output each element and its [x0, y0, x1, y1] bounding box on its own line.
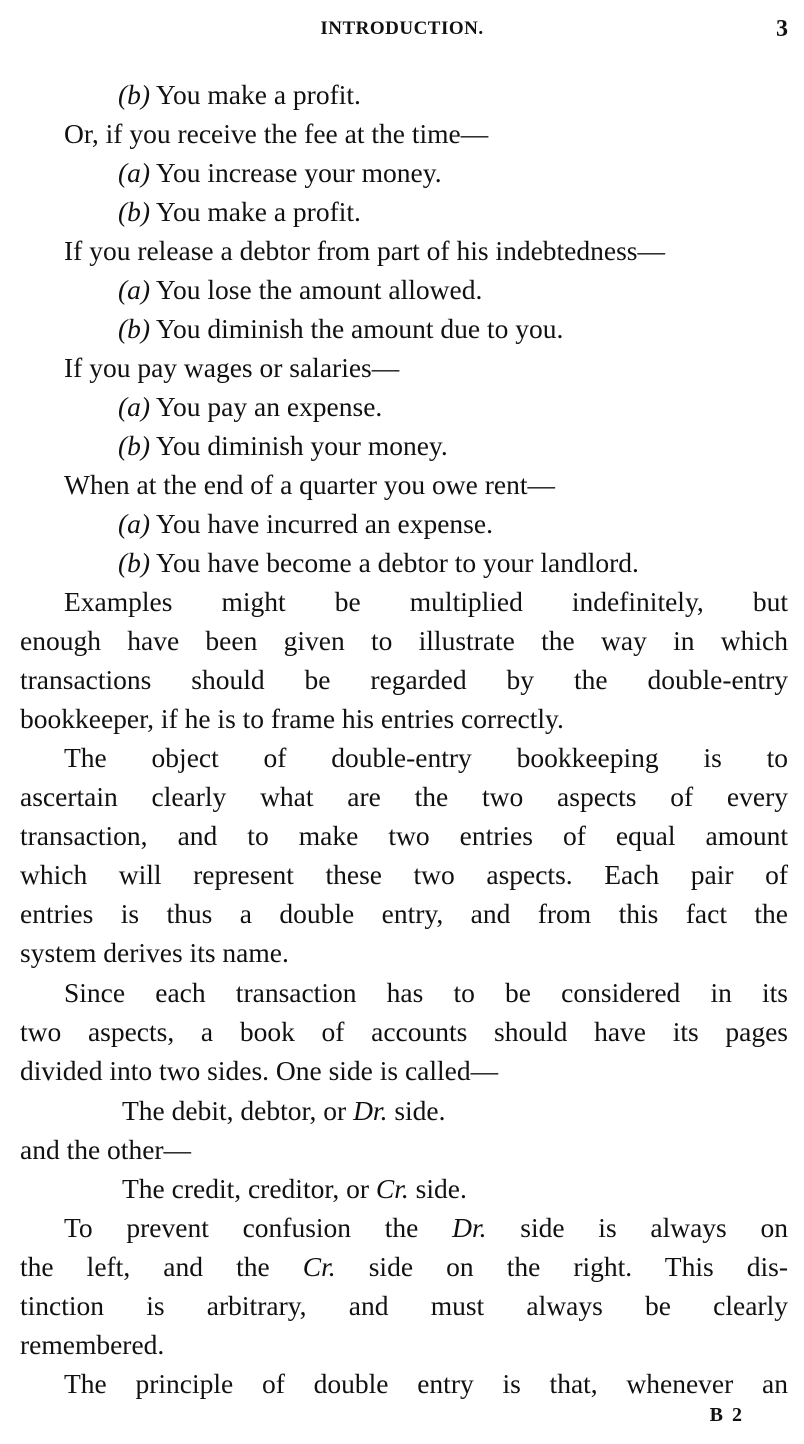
paragraph-line — [20, 1248, 788, 1286]
item-label: (b) — [118, 547, 151, 578]
item-text: You increase your money. — [150, 157, 442, 188]
paragraph-line: ascertain clearly what are the two aspects of every — [20, 781, 788, 812]
list-heading: Or, if you receive the fee at the time— — [64, 118, 489, 149]
signature-mark: B 2 — [709, 1404, 744, 1426]
paragraph-line: Examples might be multiplied indefinitely, but — [64, 586, 788, 617]
item-text: You diminish the amount due to you. — [150, 313, 564, 344]
paragraph-line: system derives its name. — [20, 937, 289, 968]
paragraph-line: remembered. — [20, 1329, 165, 1360]
paragraph-line — [64, 1209, 788, 1247]
paragraph-line: which will represent these two aspects. Each pair of — [20, 859, 788, 890]
item-text: You lose the amount allowed. — [150, 274, 483, 305]
item-label: (a) — [118, 274, 151, 305]
item-text: You have become a debtor to your landlord. — [150, 547, 639, 578]
item-text: You diminish your money. — [150, 430, 448, 461]
paragraph-line: two aspects, a book of accounts should have its pages — [20, 1016, 788, 1047]
item-label: (a) — [118, 508, 151, 539]
item-label: (b) — [118, 430, 151, 461]
text-segment: The debit, debtor, or — [122, 1095, 354, 1126]
cr-abbreviation: Cr. — [375, 1173, 409, 1204]
list-item — [118, 544, 639, 582]
list-heading: If you release a debtor from part of his indebtedness— — [64, 235, 665, 266]
page-number: 3 — [776, 16, 788, 42]
list-heading: When at the end of a quarter you owe rent— — [64, 469, 555, 500]
text-segment: side. — [387, 1095, 446, 1126]
paragraph-line: transactions should be regarded by the double-entry — [20, 664, 788, 695]
paragraph-line: The principle of double entry is that, whenever an — [64, 1368, 788, 1399]
paragraph-line: Since each transaction has to be considered in its — [64, 977, 788, 1008]
item-label: (b) — [118, 313, 151, 344]
debit-side-definition — [122, 1092, 446, 1130]
credit-side-definition — [122, 1170, 467, 1208]
paragraph-line: divided into two sides. One side is called— — [20, 1055, 499, 1086]
list-heading: If you pay wages or salaries— — [64, 352, 400, 383]
item-label: (b) — [118, 196, 151, 227]
paragraph-line: enough have been given to illustrate the way in which — [20, 625, 788, 656]
paragraph-line: bookkeeper, if he is to frame his entries correctly. — [20, 703, 564, 734]
dr-abbreviation: Dr. — [452, 1212, 487, 1243]
text-segment: To prevent confusion the — [64, 1212, 453, 1243]
item-label: (b) — [118, 79, 151, 110]
item-label: (a) — [118, 391, 151, 422]
item-text: You pay an expense. — [150, 391, 383, 422]
cr-abbreviation: Cr. — [302, 1251, 336, 1282]
text-segment: The credit, creditor, or — [122, 1173, 376, 1204]
running-head: INTRODUCTION. — [320, 18, 484, 39]
list-item — [118, 271, 482, 309]
item-text: You have incurred an expense. — [150, 508, 493, 539]
text-segment: side. — [408, 1173, 467, 1204]
paragraph-line: transaction, and to make two entries of equal amount — [20, 820, 788, 851]
list-item — [118, 505, 493, 543]
paragraph-line: tinction is arbitrary, and must always be clearly — [20, 1290, 788, 1321]
item-label: (a) — [118, 157, 151, 188]
item-text: You make a profit. — [150, 79, 361, 110]
paragraph-line: The object of double-entry bookkeeping is to — [64, 742, 788, 773]
dr-abbreviation: Dr. — [353, 1095, 388, 1126]
list-item — [118, 193, 361, 231]
text-segment: side on the right. This dis- — [335, 1251, 788, 1282]
list-item — [118, 76, 361, 114]
text-segment: side is always on — [486, 1212, 788, 1243]
list-item — [118, 154, 442, 192]
item-text: You make a profit. — [150, 196, 361, 227]
list-item — [118, 427, 448, 465]
text-segment: the left, and the — [20, 1251, 303, 1282]
list-item — [118, 388, 382, 426]
list-item — [118, 310, 563, 348]
paragraph-line: entries is thus a double entry, and from this fact the — [20, 898, 788, 929]
paragraph-line: and the other— — [20, 1134, 192, 1165]
